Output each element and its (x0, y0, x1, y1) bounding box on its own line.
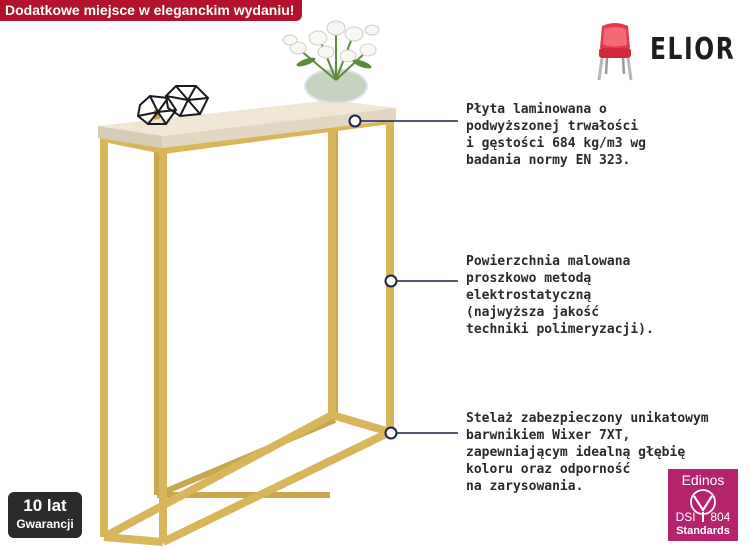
certificate-standard-number: 804 (710, 510, 731, 524)
promo-banner: Dodatkowe miejsce w eleganckim wydaniu! (0, 0, 302, 21)
certificate-standard-prefix: DSI (675, 510, 696, 524)
callout-frame-protection: Stelaż zabezpieczony unikatowym barwnikiem Wixer 7XT, zapewniającym idealną głębię koloru oraz odporność na zarysowania. (466, 411, 709, 494)
certificate-label: Standards (676, 525, 730, 537)
console-frame-back (157, 110, 335, 495)
certificate-name: Edinos (681, 472, 725, 488)
warranty-badge (8, 492, 82, 538)
certificate-badge (668, 469, 738, 541)
callout-powder-coating: Powierzchnia malowana proszkowo metodą elektrostatyczną (najwyższa jakość techniki polimeryzacji). (466, 254, 654, 337)
warranty-years: 10 lat (23, 496, 67, 515)
console-frame (104, 118, 390, 542)
flower-vase (283, 21, 379, 104)
callout-lines (360, 121, 458, 433)
callout-laminate: Płyta laminowana o podwyższonej trwałości i gęstości 684 kg/m3 wg badania normy EN 323. (466, 102, 647, 168)
certificate-standard (668, 511, 738, 524)
warranty-label: Gwarancji (16, 517, 74, 531)
brand-name: ELIOR (650, 32, 736, 67)
